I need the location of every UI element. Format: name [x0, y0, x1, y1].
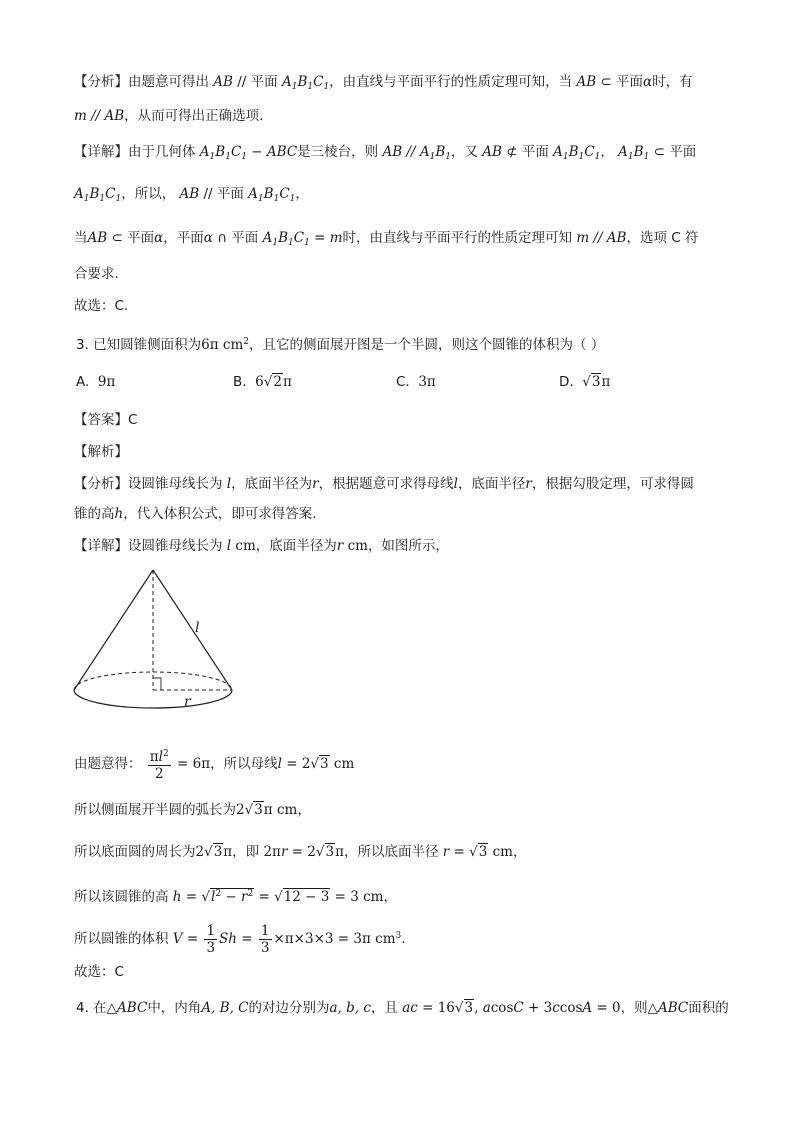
math: AB: [576, 74, 597, 90]
detail-line-1: 【详解】由于几何体 $A_1B_1C_1$ − ABC是三棱台，则 AB // $A_1B_1$，又 AB ⊄ 平面 $A_1B_1C_1$， $A_1B_1$ ⊂ 平面: [74, 144, 697, 162]
text: 由题意得：: [74, 756, 142, 772]
math: AB: [87, 230, 108, 246]
text: ，代入体积公式，即可求得答案.: [123, 506, 317, 522]
q3-step-4: 所以该圆锥的高 $h = √l^2 - r^2 = √12 - 3 = 3$ cm，: [74, 889, 397, 905]
label-r: r: [184, 694, 191, 710]
text: 设圆锥母线长为: [128, 476, 223, 492]
q3-step-5: [74, 918, 734, 954]
option-label: C.: [396, 374, 410, 390]
text: ，即: [232, 844, 260, 860]
math: h: [114, 506, 124, 522]
math: ac = 16√3, acosC + 3ccosA = 0: [402, 1000, 621, 1016]
analysis-tag: 【分析】: [74, 74, 128, 90]
math: AB: [482, 144, 502, 160]
text: 所以底面圆的周长为: [74, 844, 196, 860]
q3-step-2: 所以侧面展开半圆的弧长为2√3π cm，: [74, 802, 311, 818]
text: 合要求.: [74, 266, 119, 282]
answer-value: C: [128, 412, 138, 428]
cone-generatrix-right: [153, 570, 232, 690]
text: 当: [74, 230, 88, 246]
detail-line-4: [74, 264, 734, 284]
question-3-options: [76, 372, 734, 396]
text: ，底面半径为: [231, 476, 313, 492]
text: 平面: [231, 230, 259, 246]
label-l: l: [195, 620, 200, 636]
math: = 6π: [177, 756, 211, 772]
text: ，则: [620, 1000, 648, 1016]
math: AB // $A_1B_1$: [382, 144, 451, 162]
math: r: [336, 538, 344, 554]
text: 是三棱台，则: [297, 144, 379, 160]
math: $A_1B_1$: [618, 144, 650, 162]
math: l: [226, 538, 232, 554]
question-3-stem: [76, 332, 734, 355]
detail-tag: 【详解】: [74, 144, 128, 160]
text: ，底面半径为: [255, 538, 337, 554]
option-c[interactable]: [396, 372, 436, 392]
math: 9π: [97, 374, 116, 390]
math: $A_1B_1C_1$: [248, 186, 296, 204]
text: 锥的高: [74, 506, 115, 522]
math: r: [312, 476, 319, 492]
text: ，: [295, 186, 309, 202]
text: ，底面半径: [457, 476, 526, 492]
text: ，且它的侧面展开图是一个半圆，则这个圆锥的体积为（ ）: [249, 337, 605, 353]
text: 由于几何体: [128, 144, 196, 160]
math: 6π $cm^2$: [201, 337, 250, 353]
math: AB: [179, 186, 200, 202]
text: 3. 已知圆锥侧面积为: [76, 337, 202, 353]
analysis-line-1: 【分析】由题意可得出 AB // 平面 $A_1B_1C_1$，由直线与平面平行的性质定理可知，当 AB ⊂ 平面α时，有: [74, 74, 693, 92]
text: ，选项 C 符: [626, 230, 699, 246]
text: 平面: [216, 186, 244, 202]
conclusion-1: [74, 296, 734, 316]
detail-line-3: 当AB ⊂ 平面α，平面α ∩ 平面 $A_1B_1C_1 = m$时，由直线与平面平行的性质定理可知 m // AB，选项 C 符: [74, 230, 699, 248]
text: 由题意可得出: [128, 74, 209, 90]
question-4-stem: [76, 998, 734, 1018]
option-d[interactable]: [559, 372, 610, 392]
text: ，: [600, 144, 614, 160]
text: 平面: [521, 144, 549, 160]
option-label: D.: [559, 374, 574, 390]
text: ，所以，: [121, 186, 176, 202]
math: $A_1B_1C_1$: [553, 144, 601, 162]
math: m // AB: [576, 230, 627, 246]
text: ，根据勾股定理，可求得圆: [531, 476, 694, 492]
text: ，从而可得出正确选项.: [124, 108, 264, 124]
conclusion-2: [74, 962, 734, 982]
text: 所以侧面展开半圆的弧长为: [74, 802, 236, 818]
math: l = 2√3 cm: [277, 756, 355, 772]
text: 所以圆锥的体积: [74, 931, 169, 947]
math: $\frac{\pi l^2}{2}$: [148, 746, 171, 782]
math: $A_1B_1C_1$: [281, 74, 330, 92]
math: $A_1B_1C_1$ − ABC: [199, 144, 298, 162]
option-label: A.: [76, 374, 90, 390]
math: $h = √l^2 - r^2 = √12 - 3 = 3$ cm: [172, 889, 384, 905]
text: 中，内角: [147, 1000, 202, 1016]
right-angle-mark: [153, 678, 161, 690]
math: l: [453, 476, 458, 492]
q3-step-3: 所以底面圆的周长为2√3π，即 2πr = 2√3π，所以底面半径 r = √3 cm，: [74, 844, 527, 860]
text: 4. 在: [76, 1000, 107, 1016]
math: V = $\frac{1}{3}$ Sh = $\frac{1}{3}$ ×π×3×3 = 3π $cm^3$: [172, 923, 402, 956]
text: 面积的: [688, 1000, 729, 1016]
math: △ABC: [647, 1000, 689, 1016]
parse-line: [74, 442, 734, 462]
text: 平面: [127, 230, 155, 246]
math: 2πr = 2√3π: [263, 844, 344, 860]
detail-tag: 【详解】: [74, 538, 128, 554]
detail-line-2: $A_1B_1C_1$，所以， AB // 平面 $A_1B_1C_1$，: [74, 186, 309, 204]
math: 2√3π: [195, 844, 233, 860]
math: α: [203, 230, 213, 246]
math: A, B, C: [201, 1000, 249, 1016]
text: 所以该圆锥的高: [74, 889, 169, 905]
math: 2√3π cm: [236, 802, 298, 818]
q3-detail-1: 【详解】设圆锥母线长为 l cm，底面半径为r cm，如图所示，: [74, 538, 449, 554]
cone-base-back: [74, 672, 232, 690]
math: α: [154, 230, 164, 246]
text: 时，有: [652, 74, 693, 90]
text: 的对边分别为: [248, 1000, 330, 1016]
cone-figure: [60, 562, 300, 722]
analysis-line-2: [74, 106, 734, 126]
text: 设圆锥母线长为: [128, 538, 223, 554]
math: 6√2π: [255, 374, 292, 390]
answer-tag: 【答案】: [74, 412, 128, 428]
math: r = √3 cm: [442, 844, 513, 860]
q3-analysis-2: [74, 504, 734, 524]
q3-analysis-1: [74, 474, 734, 494]
math: √3π: [582, 374, 611, 390]
math: l: [226, 476, 232, 492]
text: ，又: [450, 144, 478, 160]
math: $A_1B_1C_1$: [74, 186, 122, 204]
q3-step-1: [74, 746, 734, 780]
answer-line: [74, 410, 734, 430]
math: r: [525, 476, 532, 492]
text: 平面: [669, 144, 697, 160]
text: ，且: [370, 1000, 398, 1016]
math: α: [643, 74, 653, 90]
text: 故选：C: [74, 964, 124, 980]
cone-base-front: [74, 690, 232, 708]
text: ，如图所示，: [367, 538, 449, 554]
text: ，所以底面半径: [343, 844, 439, 860]
text: 故选：C.: [74, 298, 129, 314]
text: 平面: [616, 74, 644, 90]
math: AB: [213, 74, 233, 90]
math: m // AB: [74, 108, 125, 124]
text: ，平面: [163, 230, 204, 246]
text: ，根据题意可求得母线: [318, 476, 454, 492]
text: 平面: [250, 74, 278, 90]
math: $A_1B_1C_1 = m$: [262, 230, 343, 248]
math: 3π: [418, 374, 436, 390]
text: ，由直线与平面平行的性质定理可知，当: [329, 74, 573, 90]
analysis-tag: 【分析】: [74, 476, 128, 492]
option-b[interactable]: [233, 372, 292, 392]
math: a, b, c: [329, 1000, 371, 1016]
parse-tag: 【解析】: [74, 444, 128, 460]
option-a[interactable]: [76, 372, 115, 392]
text: ，所以母线: [210, 756, 278, 772]
option-label: B.: [233, 374, 247, 390]
text: 时，由直线与平面平行的性质定理可知: [342, 230, 573, 246]
math: △ABC: [106, 1000, 148, 1016]
text: .: [401, 931, 406, 947]
